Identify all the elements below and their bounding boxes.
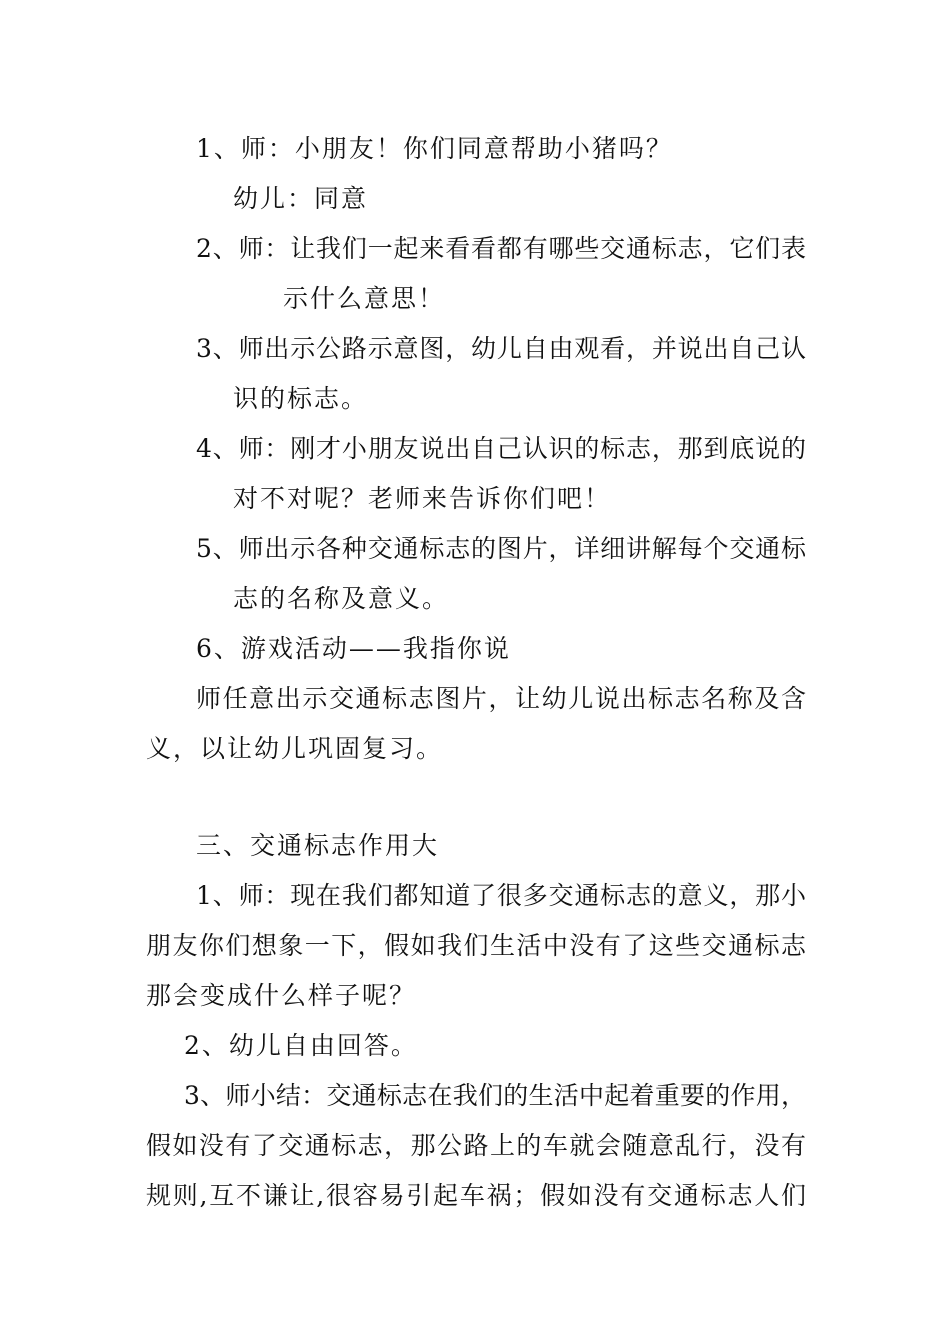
text-line-16: 朋友你们想象一下，假如我们生活中没有了这些交通标志 bbox=[146, 931, 806, 960]
text-line-19: 3、师小结：交通标志在我们的生活中起着重要的作用， bbox=[184, 1081, 806, 1110]
text-line-11: 6、游戏活动——我指你说 bbox=[196, 634, 511, 663]
text-line-17: 那会变成什么样子呢？ bbox=[146, 981, 417, 1010]
text-line-1: 1、师：小朋友！你们同意帮助小猪吗？ bbox=[196, 134, 673, 163]
section-heading: 三、交通标志作用大 bbox=[196, 831, 440, 860]
text-line-18: 2、幼儿自由回答。 bbox=[184, 1031, 418, 1060]
text-line-7: 4、师：刚才小朋友说出自己认识的标志，那到底说的 bbox=[196, 434, 806, 463]
text-line-13: 义，以让幼儿巩固复习。 bbox=[146, 734, 444, 763]
text-line-21: 规则,互不谦让,很容易引起车祸；假如没有交通标志人们 bbox=[146, 1181, 806, 1210]
text-line-10: 志的名称及意义。 bbox=[233, 584, 450, 613]
text-line-12: 师任意出示交通标志图片，让幼儿说出标志名称及含 bbox=[196, 684, 806, 713]
text-line-15: 1、师：现在我们都知道了很多交通标志的意义，那小 bbox=[196, 881, 806, 910]
text-line-9: 5、师出示各种交通标志的图片，详细讲解每个交通标 bbox=[196, 534, 806, 563]
text-line-5: 3、师出示公路示意图，幼儿自由观看，并说出自己认 bbox=[196, 334, 806, 363]
text-line-20: 假如没有了交通标志，那公路上的车就会随意乱行，没有 bbox=[146, 1131, 806, 1160]
text-line-8: 对不对呢？老师来告诉你们吧！ bbox=[233, 484, 612, 513]
text-line-3: 2、师：让我们一起来看看都有哪些交通标志，它们表 bbox=[196, 234, 806, 263]
text-line-6: 识的标志。 bbox=[233, 384, 369, 413]
text-line-4: 示什么意思！ bbox=[283, 284, 446, 313]
text-line-2: 幼儿：同意 bbox=[233, 184, 369, 213]
